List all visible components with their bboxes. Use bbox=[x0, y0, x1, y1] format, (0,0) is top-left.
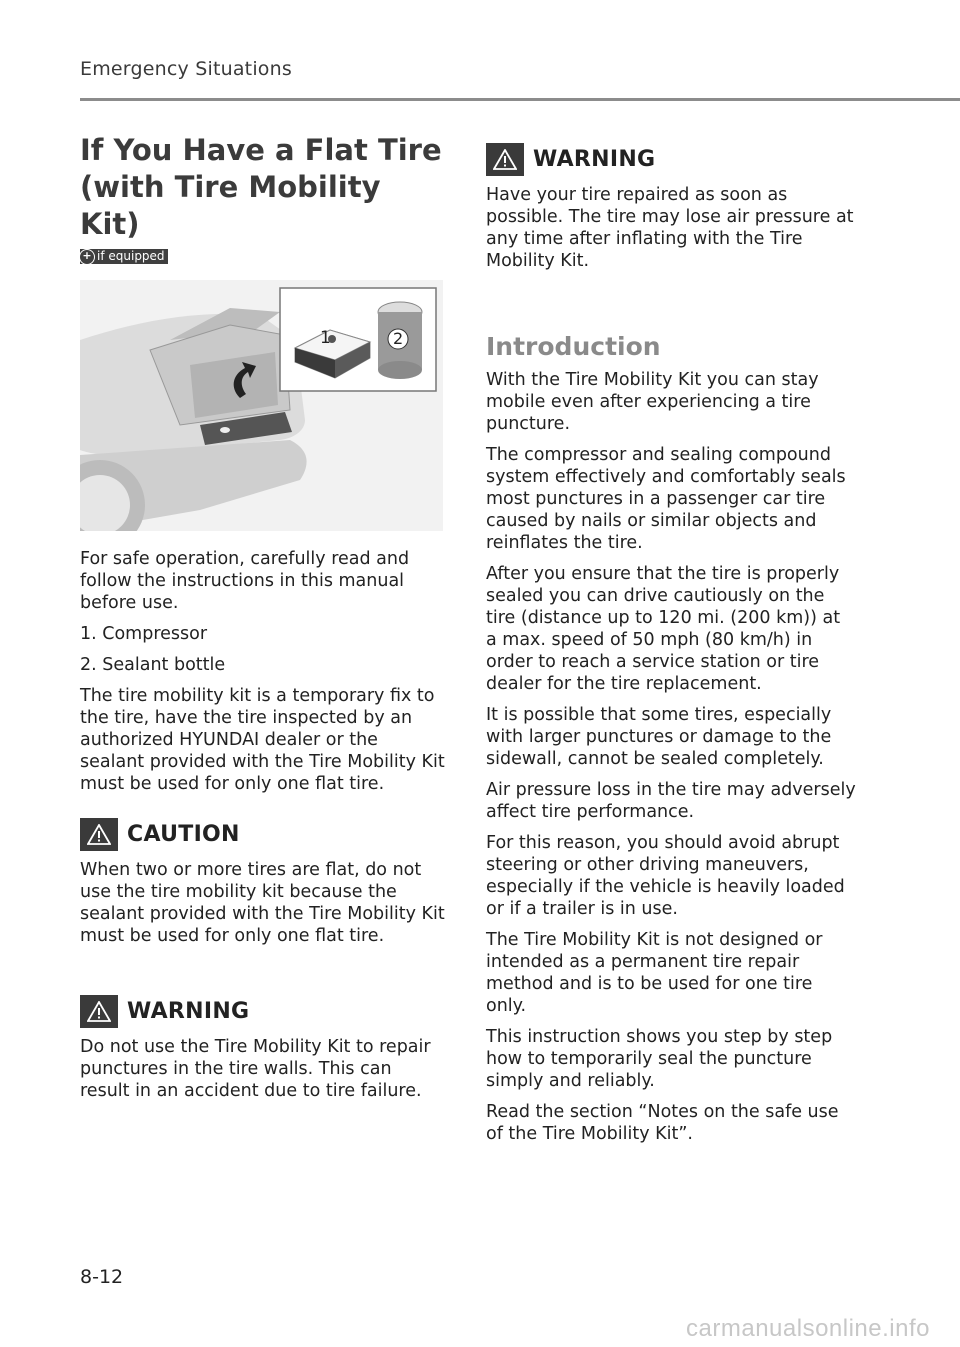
right-column bbox=[486, 138, 856, 1154]
intro-paragraph: The compressor and sealing compound system effectively and comfortably seals most punctures in a passenger car tire caused by nails or similar objects and reinflates the tire. bbox=[486, 445, 846, 553]
introduction-heading: Introduction bbox=[486, 332, 661, 361]
warning-triangle-icon bbox=[80, 995, 118, 1028]
intro-paragraph: For safe operation, carefully read and follow the instructions in this manual before use. bbox=[80, 549, 410, 613]
intro-paragraph: The Tire Mobility Kit is not designed or intended as a permanent tire repair method and is to be used for one tire only. bbox=[486, 930, 823, 1016]
temporary-fix-paragraph: The tire mobility kit is a temporary fix to the tire, have the tire inspected by an authorized HYUNDAI dealer or the sealant provided with the Tire Mobility Kit must be used for only one flat tire. bbox=[80, 686, 445, 794]
section-title-line-1: If You Have a Flat Tire bbox=[80, 133, 442, 167]
intro-paragraph: After you ensure that the tire is properly sealed you can drive cautiously on the tire (distance up to 120 mi. (200 km)) at a max. speed of 50 mph (80 km/h) in order to reach a service station or tire dealer for the tire replacement. bbox=[486, 564, 841, 694]
list-item-compressor: 1. Compressor bbox=[80, 624, 208, 644]
figure-label-2: 2 bbox=[393, 329, 404, 348]
watermark-bar bbox=[0, 1311, 960, 1347]
tire-mobility-kit-figure bbox=[80, 280, 443, 531]
page-number: 8-12 bbox=[80, 1266, 124, 1288]
header-divider bbox=[80, 98, 960, 101]
left-column bbox=[80, 132, 445, 1111]
warning-callout-right bbox=[486, 143, 856, 272]
warning-triangle-icon bbox=[486, 143, 524, 176]
watermark-text: carmanualsonline.info bbox=[686, 1315, 930, 1342]
badge-label: if equipped bbox=[97, 249, 165, 263]
warning-text: Do not use the Tire Mobility Kit to repair punctures in the tire walls. This can result in an accident due to tire failure. bbox=[80, 1037, 431, 1101]
car-trunk-illustration bbox=[80, 280, 443, 531]
caution-title: CAUTION bbox=[127, 822, 240, 847]
caution-callout bbox=[80, 818, 445, 947]
warning-title: WARNING bbox=[533, 147, 656, 172]
warning-triangle-icon bbox=[80, 818, 118, 851]
intro-paragraph: This instruction shows you step by step how to temporarily seal the puncture simply and reliably. bbox=[486, 1027, 833, 1091]
warning-text: Have your tire repaired as soon as possible. The tire may lose air pressure at any time after inflating with the Tire Mobility Kit. bbox=[486, 185, 854, 271]
intro-paragraph: For this reason, you should avoid abrupt steering or other driving maneuvers, especially if the vehicle is heavily loaded or if a trailer is in use. bbox=[486, 833, 845, 919]
plus-circle-icon: + bbox=[79, 249, 95, 265]
figure-label-1: 1 bbox=[320, 328, 331, 348]
caution-text: When two or more tires are flat, do not use the tire mobility kit because the sealant provided with the Tire Mobility Kit must be used for only one flat tire. bbox=[80, 860, 445, 946]
page-header-title: Emergency Situations bbox=[80, 58, 292, 80]
list-item-sealant-bottle: 2. Sealant bottle bbox=[80, 655, 226, 675]
intro-paragraph: Air pressure loss in the tire may adversely affect tire performance. bbox=[486, 780, 856, 822]
if-equipped-badge bbox=[80, 249, 168, 264]
intro-paragraph: It is possible that some tires, especially with larger punctures or damage to the sidewall, cannot be sealed completely. bbox=[486, 705, 832, 769]
intro-paragraph: With the Tire Mobility Kit you can stay mobile even after experiencing a tire puncture. bbox=[486, 370, 819, 434]
warning-callout-left bbox=[80, 995, 445, 1102]
intro-paragraph: Read the section “Notes on the safe use of the Tire Mobility Kit”. bbox=[486, 1102, 839, 1144]
section-title bbox=[80, 132, 445, 243]
section-title-line-2: (with Tire Mobility Kit) bbox=[80, 170, 381, 241]
warning-title: WARNING bbox=[127, 999, 250, 1024]
